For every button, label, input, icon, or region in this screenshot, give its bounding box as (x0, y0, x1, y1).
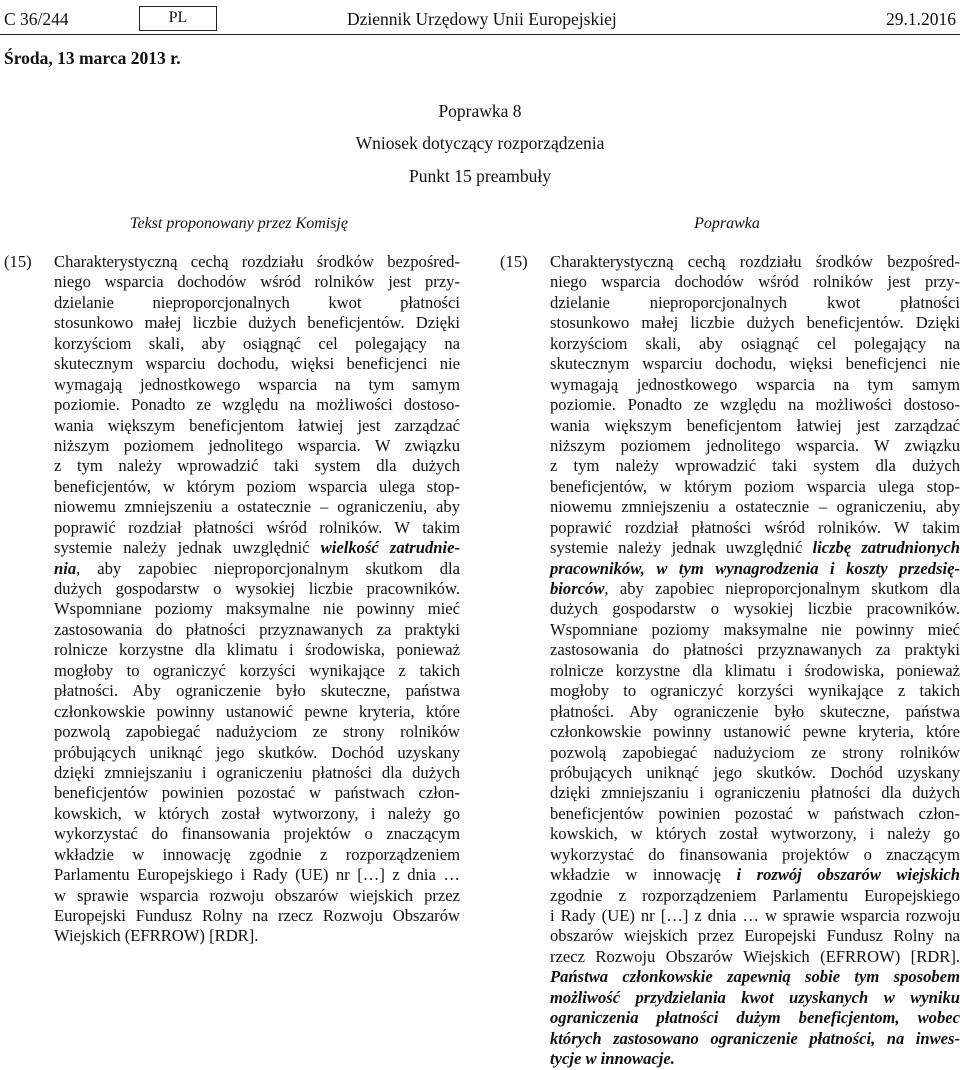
plain-text: zastosowania do płatności przyznawanych za praktyki (54, 619, 460, 639)
plain-text: Wspomniane poziomy maksymalne nie powinny mieć (550, 619, 960, 639)
text-line (550, 886, 960, 906)
plain-text: , aby zapobiec nieproporcjonalnym skutkom dla (76, 558, 460, 578)
text-line (54, 702, 460, 722)
text-line (550, 497, 960, 517)
amendment-subtitle: Wniosek dotyczący rozporządzenia (355, 133, 605, 153)
plain-text: wykorzystać do finansowania projektów o znaczącym (550, 844, 960, 864)
text-line (550, 988, 960, 1008)
plain-text: rolnicze korzystne dla klimatu i środowiska, ponieważ (54, 640, 460, 660)
plain-text: płatności. Aby ograniczenie było skuteczne, państwa (550, 701, 960, 721)
text-line (550, 906, 960, 926)
plain-text: stosunkowo małej liczbie dużych beneficjentów. Dzięki (550, 313, 960, 333)
plain-text: Charakterystyczną cechą rozdziału środków bezpośred- (54, 252, 460, 271)
text-line (54, 354, 460, 374)
plain-text: beneficjentów, w którym poziom wsparcia ulega stop- (550, 476, 960, 496)
plain-text: poprawić rozdział płatności wśród rolników. W takim (550, 517, 960, 537)
text-line (550, 375, 960, 395)
right-column-heading: Poprawka (694, 215, 760, 232)
text-line (550, 313, 960, 333)
amendment-text-body (550, 252, 960, 1070)
emphasized-text: pracowników, w tym wynagrodzenia i koszty przedsię- (550, 558, 960, 578)
text-line (54, 334, 460, 354)
plain-text: poprawić rozdział płatności wśród rolników. W takim (54, 517, 460, 537)
plain-text: niowemu zmniejszeniu a ostatecznie – ograniczeniu, aby (54, 497, 460, 517)
plain-text: beneficjentów powinien pozostać w państwach człon- (550, 803, 960, 823)
emphasized-text: tycje w innowacje. (550, 1049, 675, 1069)
text-line (54, 497, 460, 517)
emphasized-text: liczbę zatrudnionych (812, 538, 960, 558)
emphasized-text: których zastosowano ograniczenie płatności, na inwes- (550, 1028, 960, 1048)
emphasized-text: Państwa członkowskie zapewnią sobie tym sposobem (550, 967, 960, 987)
text-line (550, 824, 960, 844)
text-line (550, 681, 960, 701)
page-reference: C 36/244 (4, 9, 69, 29)
plain-text: niego wsparcia dochodów wśród rolników jest przy- (550, 272, 960, 292)
text-line (550, 416, 960, 436)
plain-text: rzecz Rozwoju Obszarów Wiejskich (EFRROW) [RDR]. (550, 946, 960, 966)
plain-text: członkowskie powinny ustanowić pewne kryteria, które (550, 722, 960, 742)
plain-text: dużych gospodarstw o wysokiej liczbie pracowników. (54, 579, 460, 598)
text-line (550, 640, 960, 660)
plain-text: niego wsparcia dochodów wśród rolników jest przy- (54, 272, 460, 292)
emphasized-text: i rozwój obszarów wiejskich (736, 865, 960, 885)
plain-text: Wspomniane poziomy maksymalne nie powinny mieć (54, 599, 460, 619)
plain-text: korzyściom skali, aby osiągnąć cel polegający na (550, 333, 960, 353)
text-line (54, 763, 460, 783)
plain-text: mogłoby to ograniczyć korzyści wynikające z takich (550, 681, 960, 701)
text-line (54, 886, 460, 906)
emphasized-text: nia (54, 558, 77, 578)
plain-text: dzielanie nieproporcjonalnych kwot płatności (550, 292, 960, 312)
text-line (550, 661, 960, 681)
text-line (550, 845, 960, 865)
emphasized-text: biorców (550, 579, 605, 598)
plain-text: zastosowania do płatności przyznawanych za praktyki (550, 640, 960, 660)
plain-text: rolnicze korzystne dla klimatu i środowiska, ponieważ (550, 660, 960, 680)
plain-text: niższym poziomem jednolitego wsparcia. W związku (54, 435, 460, 455)
text-line (550, 804, 960, 824)
plain-text: niższym poziomem jednolitego wsparcia. W związku (550, 435, 960, 455)
plain-text: wkładzie w innowację zgodnie z rozporządzeniem (54, 844, 460, 864)
text-line (550, 436, 960, 456)
amendment-title: Poprawka 8 (438, 101, 522, 121)
plain-text: dzięki zmniejszaniu i ograniczeniu płatności dla dużych (54, 762, 460, 782)
text-line (54, 272, 460, 292)
publication-date: 29.1.2016 (886, 9, 956, 29)
recital-number: (15) (500, 252, 528, 271)
text-line (550, 599, 960, 619)
text-line (550, 620, 960, 640)
text-line (550, 293, 960, 313)
page-header (4, 6, 956, 32)
plain-text: dzielanie nieproporcjonalnych kwot płatności (54, 292, 460, 312)
text-line (54, 865, 460, 885)
text-line (54, 620, 460, 640)
text-line (54, 559, 460, 579)
text-line (550, 252, 960, 272)
plain-text: skutecznym wsparciu dochodu, więksi beneficjenci nie (54, 354, 460, 374)
text-line (550, 967, 960, 987)
plain-text: , aby zapobiec nieproporcjonalnym skutkom dla (604, 579, 960, 598)
text-line (54, 681, 460, 701)
plain-text: korzyściom skali, aby osiągnąć cel polegający na (54, 333, 460, 353)
plain-text: stosunkowo małej liczbie dużych beneficjentów. Dzięki (54, 313, 460, 333)
emphasized-text: wielkość zatrudnie- (320, 538, 461, 558)
text-line (54, 518, 460, 538)
plain-text: próbujących uniknąć jego skutków. Dochód uzyskany (550, 762, 960, 782)
plain-text: wymagają jednostkowego wsparcia na tym samym (54, 374, 460, 394)
text-line (550, 395, 960, 415)
plain-text: Europejski Fundusz Rolny na rzecz Rozwoju Obszarów (54, 906, 460, 925)
text-line (550, 456, 960, 476)
text-line (550, 926, 960, 946)
text-line (550, 538, 960, 558)
text-line (54, 375, 460, 395)
text-line (54, 477, 460, 497)
plain-text: Charakterystyczną cechą rozdziału środków bezpośred- (550, 252, 960, 271)
text-line (54, 722, 460, 742)
text-line (54, 599, 460, 619)
text-line (550, 743, 960, 763)
plain-text: obszarów wiejskich przez Europejski Fundusz Rolny na (550, 926, 960, 946)
text-line (550, 272, 960, 292)
emphasized-text: możliwość przydzielania kwot uzyskanych w wyniku (550, 987, 960, 1007)
text-line (54, 640, 460, 660)
text-line (54, 845, 460, 865)
plain-text: kowskich, w których został wytworzony, i należy go (54, 803, 460, 823)
plain-text: poziomie. Ponadto ze względu na możliwości dostoso- (550, 395, 960, 415)
text-line (550, 947, 960, 967)
text-line (54, 293, 460, 313)
text-line (54, 313, 460, 333)
plain-text: z tym należy wprowadzić taki system dla dużych (54, 456, 460, 476)
text-line (54, 743, 460, 763)
text-line (550, 783, 960, 803)
plain-text: poziomie. Ponadto ze względu na możliwości dostoso- (54, 395, 460, 415)
text-line (550, 702, 960, 722)
plain-text: członkowskie powinny ustanowić pewne kryteria, które (54, 701, 460, 721)
plain-text: dzięki zmniejszaniu i ograniczeniu płatności dla dużych (550, 783, 960, 803)
text-line (54, 783, 460, 803)
plain-text: mogłoby to ograniczyć korzyści wynikające z takich (54, 660, 460, 680)
text-line (550, 579, 960, 599)
text-line (550, 354, 960, 374)
plain-text: w sprawie wsparcia rozwoju obszarów wiejskich przez (54, 885, 460, 905)
header-divider (0, 34, 960, 35)
amendment-reference: Punkt 15 preambuły (409, 166, 551, 186)
plain-text: pozwolą zapobiegać nadużyciom ze strony rolników (550, 742, 960, 762)
plain-text: wania większym beneficjentom łatwiej jest zarządzać (550, 415, 960, 435)
text-line (54, 456, 460, 476)
text-line (54, 538, 460, 558)
text-line (550, 1049, 960, 1069)
plain-text: Parlamentu Europejskiego i Rady (UE) nr […] z dnia … (54, 865, 460, 885)
text-line (550, 865, 960, 885)
text-line (54, 661, 460, 681)
plain-text: i Rady (UE) nr […] z dnia … w sprawie wsparcia rozwoju (550, 906, 960, 925)
plain-text: beneficjentów, w którym poziom wsparcia ulega stop- (54, 476, 460, 496)
plain-text: skutecznym wsparciu dochodu, więksi beneficjenci nie (550, 354, 960, 374)
text-line (550, 1029, 960, 1049)
plain-text: Wiejskich (EFRROW) [RDR]. (54, 926, 259, 946)
recital-number: (15) (4, 252, 32, 271)
text-line (550, 518, 960, 538)
journal-title: Dziennik Urzędowy Unii Europejskiej (347, 9, 617, 29)
sitting-date: Środa, 13 marca 2013 r. (4, 48, 181, 68)
language-code-box: PL (139, 6, 217, 31)
text-line (550, 559, 960, 579)
plain-text: pozwolą zapobiegać nadużyciom ze strony rolników (54, 722, 460, 742)
plain-text: wania większym beneficjentom łatwiej jest zarządzać (54, 415, 460, 435)
plain-text: zgodnie z rozporządzeniem Parlamentu Europejskiego (550, 885, 960, 905)
text-line (54, 906, 460, 926)
text-line (54, 436, 460, 456)
commission-text-body (54, 252, 460, 947)
plain-text: kowskich, w których został wytworzony, i należy go (550, 824, 960, 844)
text-line (54, 395, 460, 415)
text-line (550, 1008, 960, 1028)
plain-text: płatności. Aby ograniczenie było skuteczne, państwa (54, 681, 460, 701)
plain-text: beneficjentów powinien pozostać w państwach człon- (54, 783, 460, 803)
plain-text: niowemu zmniejszeniu a ostatecznie – ograniczeniu, aby (550, 497, 960, 517)
plain-text: systemie należy jednak uwzględnić (54, 538, 321, 558)
text-line (550, 477, 960, 497)
text-line (54, 579, 460, 599)
plain-text: próbujących uniknąć jego skutków. Dochód uzyskany (54, 742, 460, 762)
text-line (54, 252, 460, 272)
left-column-heading: Tekst proponowany przez Komisję (130, 215, 348, 232)
plain-text: wkładzie w innowację (550, 865, 737, 885)
plain-text: dużych gospodarstw o wysokiej liczbie pracowników. (550, 599, 960, 619)
plain-text: wykorzystać do finansowania projektów o znaczącym (54, 824, 460, 844)
text-line (54, 824, 460, 844)
emphasized-text: ograniczenia płatności dużym beneficjentom, wobec (550, 1008, 960, 1028)
text-line (54, 926, 460, 946)
text-line (550, 722, 960, 742)
text-line (550, 334, 960, 354)
text-line (54, 804, 460, 824)
plain-text: wymagają jednostkowego wsparcia na tym samym (550, 374, 960, 394)
text-line (54, 416, 460, 436)
plain-text: z tym należy wprowadzić taki system dla dużych (550, 456, 960, 476)
text-line (550, 763, 960, 783)
plain-text: systemie należy jednak uwzględnić (550, 538, 813, 558)
